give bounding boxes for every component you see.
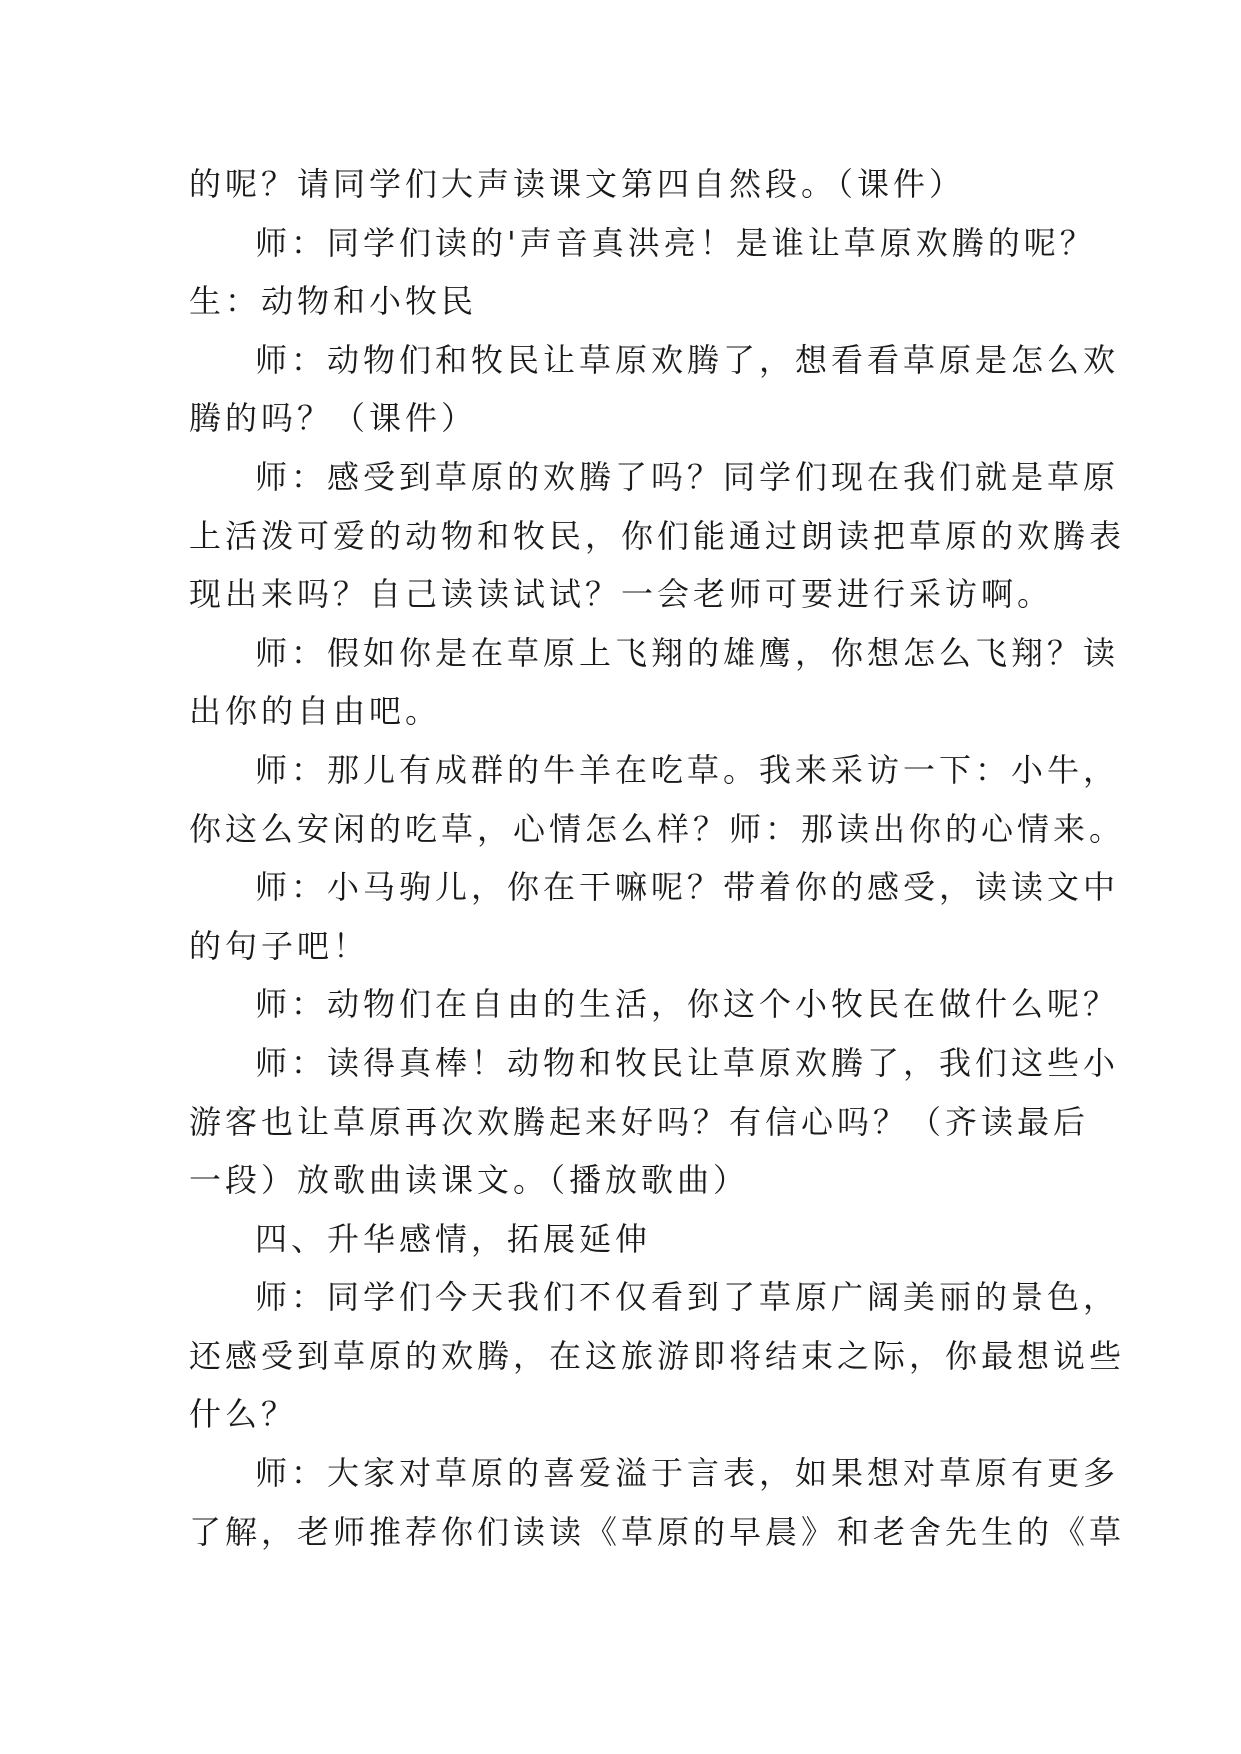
text-line: 一段）放歌曲读课文。（播放歌曲） xyxy=(189,1161,750,1200)
text-line: 现出来吗？自己读读试试？一会老师可要进行采访啊。 xyxy=(189,575,1054,614)
text-line: 师：同学们今天我们不仅看到了草原广阔美丽的景色， xyxy=(255,1278,1120,1317)
text-line: 师：动物们在自由的生活，你这个小牧民在做什么呢？ xyxy=(255,985,1120,1024)
text-line: 上活泼可爱的动物和牧民，你们能通过朗读把草原的欢腾表 xyxy=(189,516,1126,555)
text-line: 游客也让草原再次欢腾起来好吗？有信心吗？（齐读最后 xyxy=(189,1102,1090,1141)
text-line: 还感受到草原的欢腾，在这旅游即将结束之际，你最想说些 xyxy=(189,1336,1126,1375)
text-line: 的呢？请同学们大声读课文第四自然段。（课件） xyxy=(189,165,966,203)
text-line: 师：小马驹儿，你在干嘛呢？带着你的感受，读读文中 xyxy=(255,868,1120,907)
text-line: 了解，老师推荐你们读读《草原的早晨》和老舍先生的《草 xyxy=(189,1512,1126,1551)
text-line: 师：动物们和牧民让草原欢腾了，想看看草原是怎么欢 xyxy=(255,340,1120,379)
section-heading: 四、升华感情，拓展延伸 xyxy=(255,1219,652,1258)
document-body xyxy=(189,155,1126,1561)
text-line: 师：那儿有成群的牛羊在吃草。我来采访一下：小牛， xyxy=(255,750,1120,789)
text-line: 你这么安闲的吃草，心情怎么样？师：那读出你的心情来。 xyxy=(189,809,1126,848)
text-line: 师：大家对草原的喜爱溢于言表，如果想对草原有更多 xyxy=(255,1454,1120,1493)
text-line: 腾的吗？（课件） xyxy=(189,399,478,438)
text-line: 的句子吧！ xyxy=(189,926,370,965)
text-line: 生：动物和小牧民 xyxy=(189,282,478,321)
text-line: 师：同学们读的'声音真洪亮！是谁让草原欢腾的呢？ xyxy=(255,223,1096,262)
text-line: 什么？ xyxy=(189,1395,298,1434)
text-line: 出你的自由吧。 xyxy=(189,692,442,731)
text-line: 师：假如你是在草原上飞翔的雄鹰，你想怎么飞翔？读 xyxy=(255,633,1120,672)
text-line: 师：读得真棒！动物和牧民让草原欢腾了，我们这些小 xyxy=(255,1043,1120,1082)
text-line: 师：感受到草原的欢腾了吗？同学们现在我们就是草原 xyxy=(255,457,1120,496)
